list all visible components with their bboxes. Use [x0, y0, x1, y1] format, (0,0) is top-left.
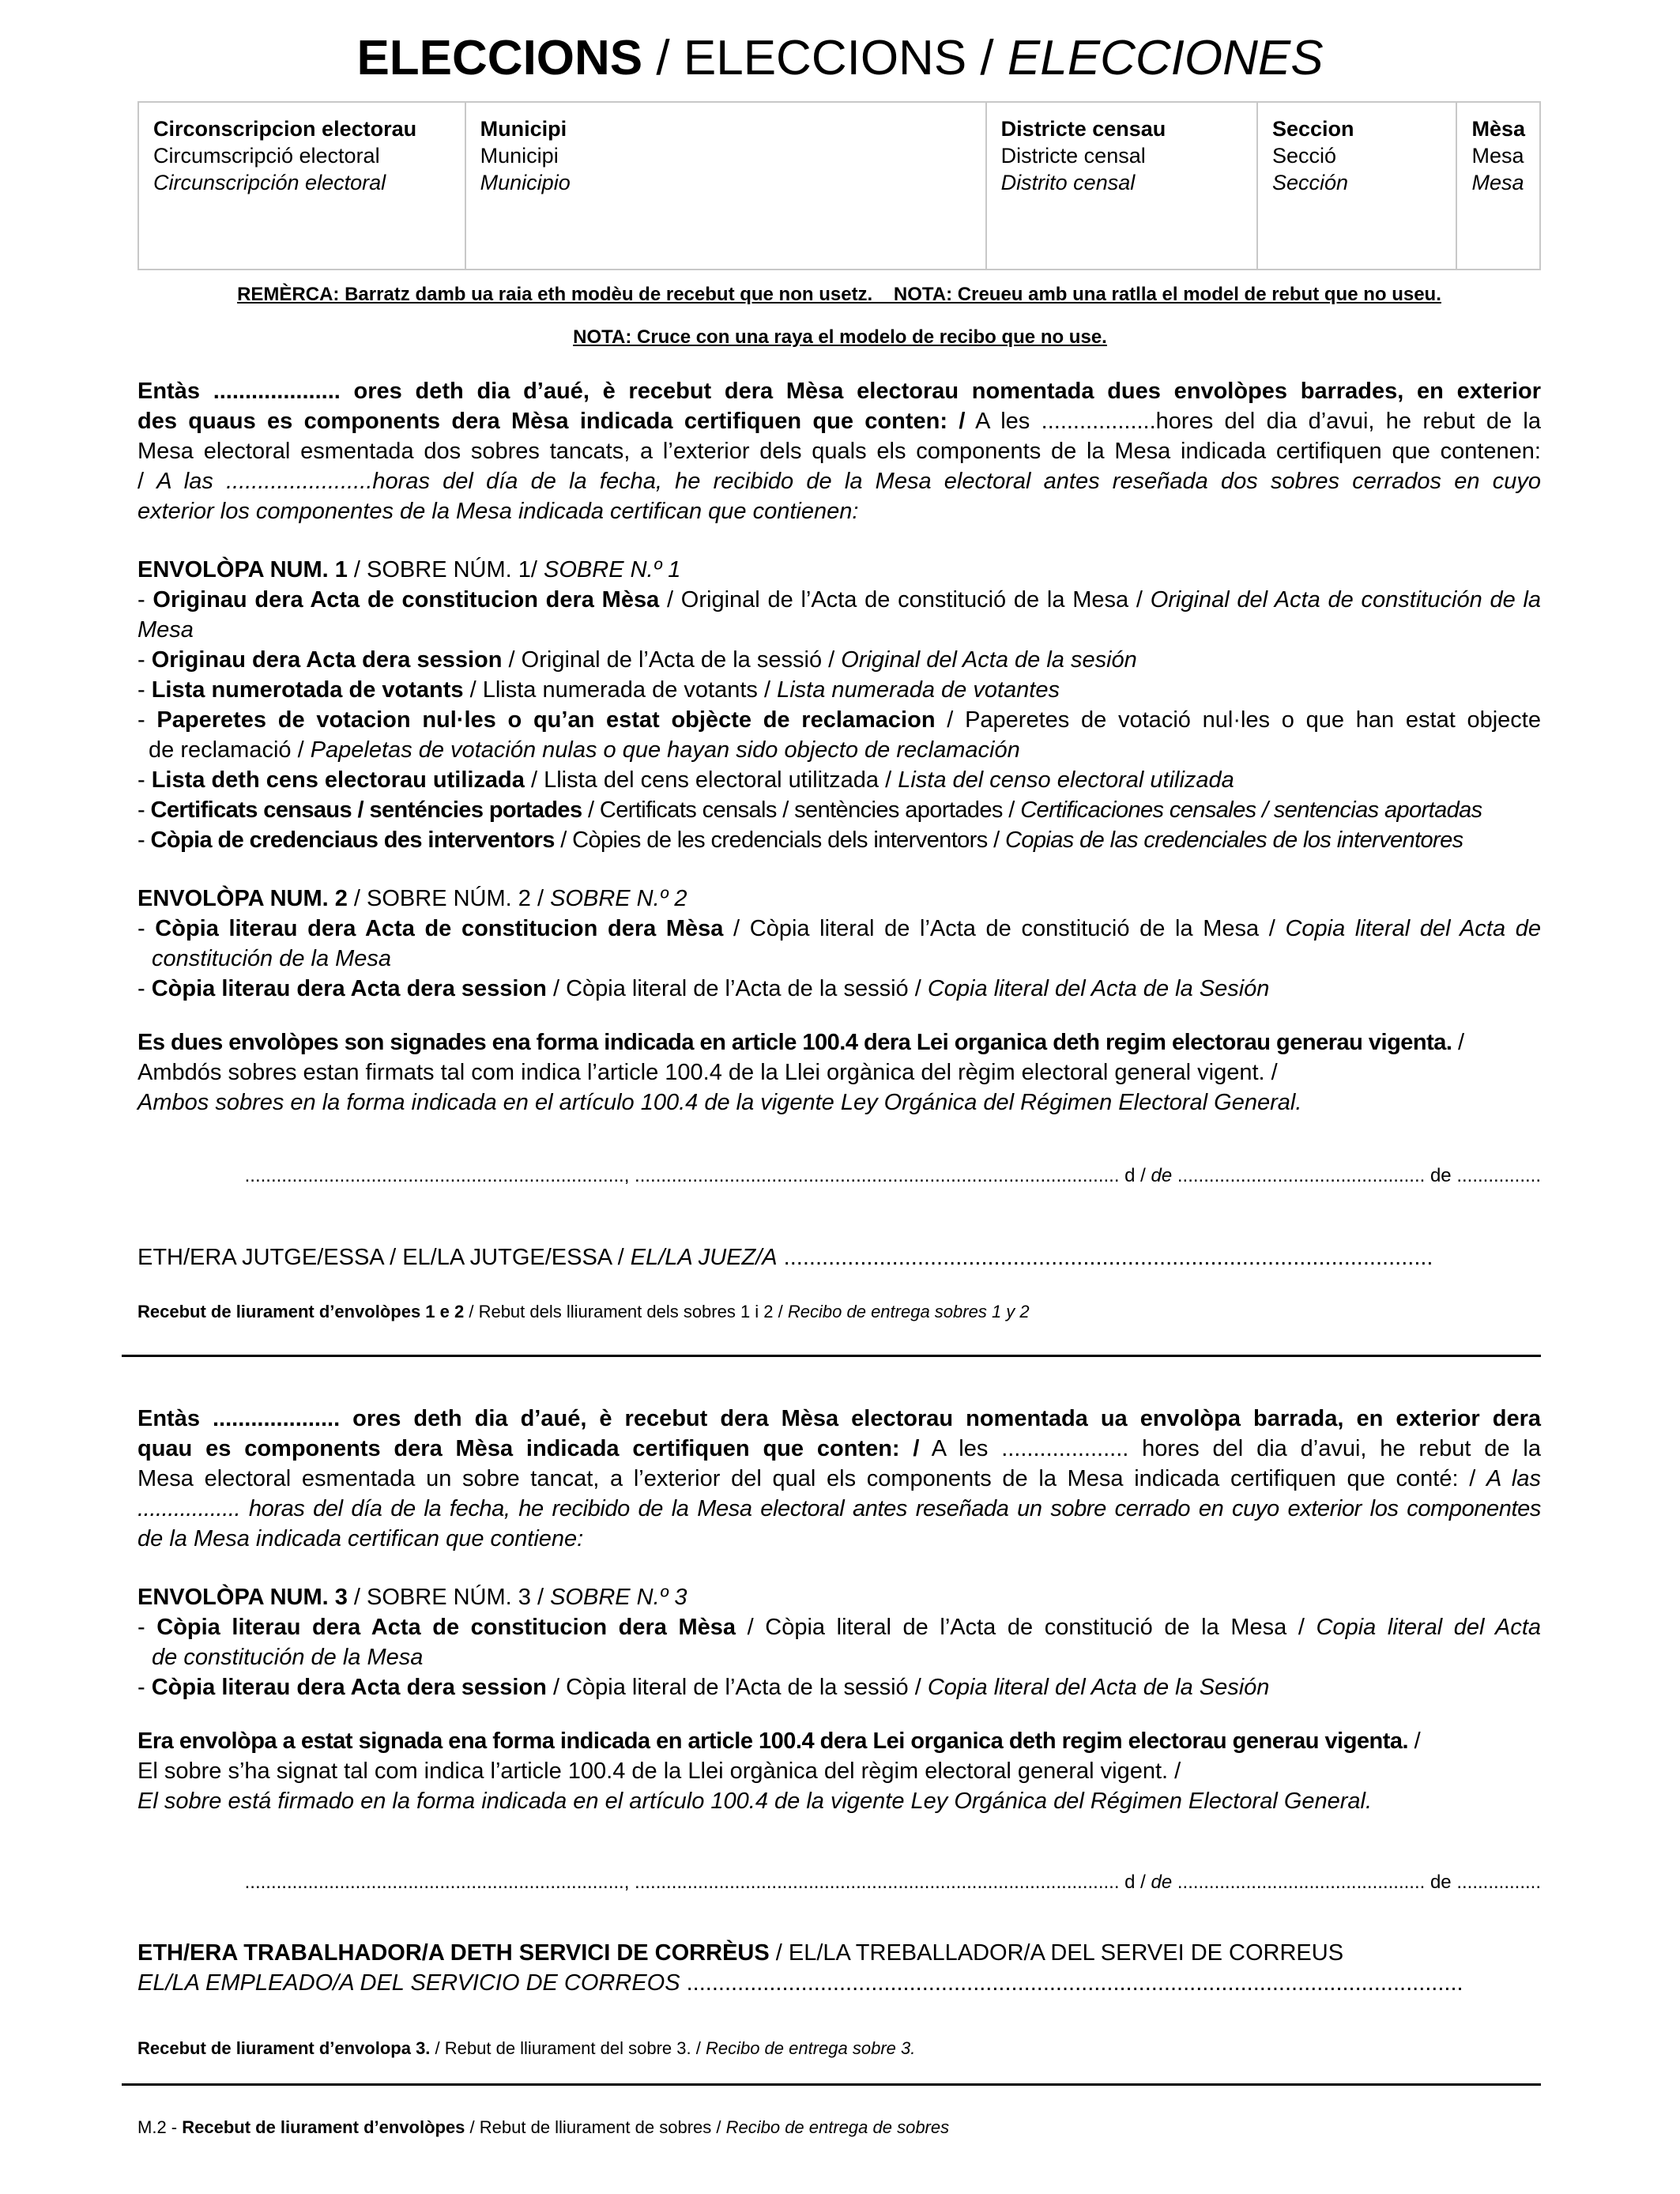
envelope1-heading: ENVOLÒPA NUM. 1 / SOBRE NÚM. 1/ SOBRE N.º 1 — [137, 557, 681, 582]
list-item: - Còpia de credenciaus des interventors / Còpies de les credencials dels interventors / Copias de las credenciales de los interventores — [137, 827, 1463, 853]
list-item: - Originau dera Acta de constitucion dera Mèsa / Original de l’Acta de constitució de la Mesa / Original del Acta de constitución de la — [137, 587, 1542, 613]
envelope1-block — [137, 555, 1541, 855]
list-item: - Còpia literau dera Acta dera session / Còpia literal de l’Acta de la sessió / Copia literal del Acta de la Sesión — [137, 976, 1270, 1001]
cell-label-oc: Mèsa — [1471, 117, 1525, 141]
cell-label-oc: Seccion — [1271, 117, 1354, 141]
intro-line: Mesa electoral esmentada dos sobres tancats, a l’exterior dels quals els components de la Mesa indicada certifiquen que contenen: — [137, 439, 1541, 464]
list-item: - Còpia literau dera Acta de constitucion dera Mèsa / Còpia literal de l’Acta de constitució de la Mesa / Copia literal del Acta de — [137, 916, 1541, 941]
list-item: - Lista numerotada de votants / Llista numerada de votants / Lista numerada de votantes — [137, 677, 1060, 703]
title-occitan: ELECCIONS — [356, 31, 643, 85]
signed-es: Ambos sobres en la forma indicada en el artículo 100.4 de la vigente Ley Orgánica del Régimen Electoral General. — [137, 1090, 1302, 1115]
title-spanish: ELECCIONES — [1007, 31, 1324, 85]
intro-line: des quaus es components dera Mèsa indicada certifiquen que conten: / — [137, 409, 966, 434]
district-cell[interactable] — [986, 102, 1257, 270]
section1-intro — [137, 376, 1541, 526]
footer-model-code: M.2 - Recebut de liurament d’envolòpes / Rebut de lliurament de sobres / Recibo de entrega de sobres — [137, 2117, 950, 2137]
cell-label-ca: Municipi — [480, 144, 559, 168]
cut-line-divider — [122, 1355, 1541, 1357]
section-cell[interactable] — [1257, 102, 1457, 270]
note-remerca: REMÈRCA: Barratz damb ua raia eth modèu de recebut que non usetz. NOTA: Creueu amb una ratlla el model de rebut que no useu. — [237, 284, 1441, 305]
circumscription-cell[interactable] — [138, 102, 465, 270]
list-item: - Lista deth cens electorau utilizada / Llista del cens electoral utilitzada / Lista del censo electoral utilizada — [137, 767, 1234, 793]
cell-label-oc: Districte censau — [1000, 117, 1166, 141]
title-separator: / — [642, 31, 684, 85]
signed-oc: Era envolòpa a estat signada ena forma indicada en article 100.4 dera Lei organica deth regim electorau generau vigenta. — [137, 1728, 1409, 1754]
cell-label-oc: Circonscripcion electorau — [153, 117, 417, 141]
cell-label-ca: Circumscripció electoral — [153, 144, 380, 168]
section2-intro — [137, 1404, 1541, 1554]
list-item: - Còpia literau dera Acta dera session / Còpia literal de l’Acta de la sessió / Copia literal del Acta de la Sesión — [137, 1675, 1270, 1700]
municipality-cell[interactable] — [465, 102, 986, 270]
intro-line: Entàs .................... ores deth dia d’aué, è recebut dera Mèsa electorau nomentada dues envolòpes barrades, en exterior — [137, 379, 1541, 404]
intro-line: Mesa electoral esmentada un sobre tancat, a l’exterior del qual els components de la Mesa indicada certifiquen que conté: / — [137, 1466, 1486, 1491]
cell-label-es: Sección — [1271, 171, 1349, 194]
receipt-label-1: Recebut de liurament d’envolòpes 1 e 2 / Rebut dels lliurament dels sobres 1 i 2 / Recibo de entrega sobres 1 y 2 — [137, 1302, 1030, 1321]
electoral-header-table — [137, 101, 1541, 270]
cell-label-oc: Municipi — [480, 117, 567, 141]
intro-line: A las .......................horas del día de la fecha, he recibido de la Mesa electoral antes reseñada dos sobres cerrados en cuyo — [156, 469, 1542, 494]
date-signature-line[interactable]: ........................................................................, ............................................................................................ d / de ............................................... de ................ — [244, 1872, 1541, 1893]
cell-label-es: Circunscripción electoral — [153, 171, 386, 194]
envelope3-block — [137, 1582, 1541, 1702]
intro-line: quau es components dera Mèsa indicada certifiquen que conten: / — [137, 1436, 920, 1461]
intro-line: Entàs .................... ores deth dia d’aué, è recebut dera Mèsa electorau nomentada ua envolòpa barrada, en exterior dera — [137, 1406, 1541, 1431]
intro-line: A les ..................hores del dia d’avui, he rebut de la — [965, 409, 1541, 434]
envelope2-block — [137, 884, 1541, 1004]
footer-divider — [122, 2083, 1541, 2086]
intro-line: A les .................... hores del dia d’avui, he rebut de la — [919, 1436, 1541, 1461]
receipt-label-2: Recebut de liurament d’envolopa 3. / Rebut de lliurament del sobre 3. / Recibo de entrega sobre 3. — [137, 2038, 916, 2058]
cell-label-es: Distrito censal — [1000, 171, 1136, 194]
envelope3-heading: ENVOLÒPA NUM. 3 / SOBRE NÚM. 3 / SOBRE N.º 3 — [137, 1585, 687, 1610]
intro-line: exterior los componentes de la Mesa indicada certifican que contienen: — [137, 499, 859, 524]
title-catalan: ELECCIONS — [683, 31, 967, 85]
title-separator: / — [966, 31, 1008, 85]
signed-ca: Ambdós sobres estan firmats tal com indica l’article 100.4 de la Llei orgànica del règim electoral general vigent. / — [137, 1060, 1278, 1085]
postal-worker-signature-line[interactable]: ETH/ERA TRABALHADOR/A DETH SERVICI DE CORRÈUS / EL/LA TREBALLADOR/A DEL SERVEI DE CORREUS EL/LA EMPLEADO/A DEL SERVICIO DE CORREOS .......................................................................................................................... — [137, 1940, 1463, 1996]
page-title — [0, 30, 1680, 87]
signed-es: El sobre está firmado en la forma indicada en el artículo 100.4 de la vigente Ley Orgánica del Régimen Electoral General. — [137, 1789, 1373, 1814]
judge-signature-line[interactable]: ETH/ERA JUTGE/ESSA / EL/LA JUTGE/ESSA / EL/LA JUEZ/A ...................................................................................................... — [137, 1245, 1433, 1270]
list-item-continuation: de reclamació / Papeletas de votación nulas o que hayan sido objecto de reclamación — [149, 737, 1020, 763]
list-item-continuation: de constitución de la Mesa — [152, 1645, 424, 1670]
table-cell-mesa[interactable] — [1456, 102, 1540, 270]
signed-statement-2: Era envolòpa a estat signada ena forma indicada en article 100.4 dera Lei organica deth regim electorau generau vigenta. / El sobre s’ha signat tal com indica l’article 100.4 de la Llei orgànica del règim electoral general vigent. / El sobre está firmado en la forma indicada en el artículo 100.4 de la vigente Ley Orgánica del Régimen Electoral General. — [137, 1726, 1541, 1816]
note-spanish: NOTA: Cruce con una raya el modelo de recibo que no use. — [573, 326, 1107, 348]
cell-label-ca: Districte censal — [1000, 144, 1146, 168]
list-item: - Paperetes de votacion nul·les o qu’an estat objècte de reclamacion / Paperetes de votació nul·les o que han estat objecte — [137, 707, 1541, 733]
cell-label-es: Municipio — [480, 171, 571, 194]
signed-oc: Es dues envolòpes son signades ena forma indicada en article 100.4 dera Lei organica deth regim electorau generau vigenta. — [137, 1030, 1452, 1055]
signed-ca: El sobre s’ha signat tal com indica l’article 100.4 de la Llei orgànica del règim electoral general vigent. / — [137, 1759, 1181, 1784]
cell-label-es: Mesa — [1471, 171, 1524, 194]
list-item-continuation: Mesa — [137, 617, 194, 643]
cell-label-ca: Secció — [1271, 144, 1336, 168]
list-item: - Còpia literau dera Acta de constitucion dera Mèsa / Còpia literal de l’Acta de constitució de la Mesa / Copia literal del Acta — [137, 1615, 1542, 1640]
list-item: - Originau dera Acta dera session / Original de l’Acta de la sessió / Original del Acta de la sesión — [137, 647, 1137, 673]
cell-label-ca: Mesa — [1471, 144, 1524, 168]
list-item-continuation: constitución de la Mesa — [152, 946, 392, 971]
intro-line: A las — [1486, 1466, 1541, 1491]
list-item: - Certificats censaus / senténcies portades / Certificats censals / sentències aportades / Certificaciones censales / sentencias aportadas — [137, 797, 1482, 823]
signed-statement-1: Es dues envolòpes son signades ena forma indicada en article 100.4 dera Lei organica deth regim electorau generau vigenta. / Ambdós sobres estan firmats tal com indica l’article 100.4 de la Llei orgànica del règim electoral general vigent. / Ambos sobres en la forma indicada en el artículo 100.4 de la vigente Ley Orgánica del Régimen Electoral General. — [137, 1027, 1541, 1118]
envelope2-heading: ENVOLÒPA NUM. 2 / SOBRE NÚM. 2 / SOBRE N.º 2 — [137, 886, 687, 911]
intro-line: de la Mesa indicada certifican que contiene: — [137, 1526, 584, 1551]
intro-line: / — [137, 469, 157, 494]
intro-line: ................. horas del día de la fecha, he recibido de la Mesa electoral antes reseñada un sobre cerrado en cuyo exterior los componentes — [137, 1496, 1541, 1521]
date-signature-line[interactable]: ........................................................................, ............................................................................................ d / de ............................................... de ................ — [244, 1165, 1541, 1186]
